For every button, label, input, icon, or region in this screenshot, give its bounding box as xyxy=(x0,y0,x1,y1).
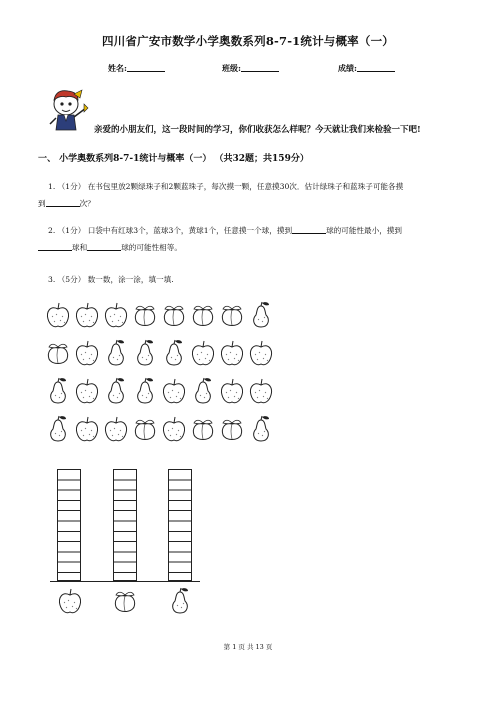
name-blank[interactable] xyxy=(127,63,165,72)
apple-icon xyxy=(73,338,103,368)
page-title: 四川省广安市数学小学奥数系列8-7-1统计与概率（一） xyxy=(102,34,394,48)
apple-icon xyxy=(73,414,103,444)
chart-icon-row xyxy=(56,586,216,616)
pear-icon xyxy=(102,338,132,368)
pear-icon xyxy=(166,586,196,616)
pear-icon xyxy=(247,300,277,330)
pear-icon xyxy=(44,414,74,444)
question-text: 口袋中有红球3个，蓝球3个，黄球1个，任意摸一个球，摸到 xyxy=(87,226,293,235)
question-points: （5分） xyxy=(57,275,86,284)
question-text: 球和 xyxy=(72,243,88,252)
tally-column-pear[interactable] xyxy=(168,469,192,581)
question-2 xyxy=(38,222,470,256)
score-blank[interactable] xyxy=(357,63,395,72)
question-text: 在书包里放2颗绿珠子和2颗蓝珠子，每次摸一颗，任意摸30次．估计绿珠子和蓝珠子可能各摸 xyxy=(87,182,404,191)
question-text: 次？ xyxy=(79,199,95,208)
answer-blank[interactable] xyxy=(46,198,80,207)
peach-icon xyxy=(218,414,248,444)
section-heading: 一、 小学奥数系列8-7-1统计与概率（一） （共32题；共159分） xyxy=(38,154,309,164)
pear-icon xyxy=(160,338,190,368)
score-label: 成绩: xyxy=(338,63,357,73)
peach-icon xyxy=(218,300,248,330)
pear-icon xyxy=(189,376,219,406)
welcome-text: 亲爱的小朋友们，这一段时间的学习，你们收获怎么样呢？今天就让我们来检验一下吧! xyxy=(94,125,421,135)
apple-icon xyxy=(218,376,248,406)
peach-icon xyxy=(44,338,74,368)
name-label: 姓名: xyxy=(108,63,127,73)
apple-icon xyxy=(218,338,248,368)
apple-icon xyxy=(73,300,103,330)
apple-icon xyxy=(102,414,132,444)
apple-icon xyxy=(247,338,277,368)
question-points: （1分） xyxy=(57,226,86,235)
question-text: 球的可能性相等。 xyxy=(121,243,182,252)
tally-column-apple[interactable] xyxy=(57,469,81,581)
score-field xyxy=(338,63,395,74)
question-text: 数一数，涂一涂，填一填. xyxy=(87,275,174,284)
pear-icon xyxy=(102,376,132,406)
peach-icon xyxy=(189,300,219,330)
mascot-icon xyxy=(44,86,94,134)
apple-icon xyxy=(73,376,103,406)
answer-blank[interactable] xyxy=(87,242,121,251)
apple-icon xyxy=(160,414,190,444)
question-number: 1. xyxy=(48,182,56,191)
class-field xyxy=(222,63,279,74)
peach-icon xyxy=(111,586,141,616)
peach-icon xyxy=(131,414,161,444)
tally-column-peach[interactable] xyxy=(113,469,137,581)
page-footer: 第 1 页 共 13 页 xyxy=(223,643,273,651)
apple-icon xyxy=(189,338,219,368)
class-blank[interactable] xyxy=(241,63,279,72)
class-label: 班级: xyxy=(222,63,241,73)
question-points: （1分） xyxy=(57,182,86,191)
apple-icon xyxy=(56,586,86,616)
question-1 xyxy=(38,178,470,212)
pear-icon xyxy=(247,414,277,444)
apple-icon xyxy=(102,300,132,330)
pear-icon xyxy=(131,376,161,406)
chart-baseline xyxy=(50,581,200,582)
name-field xyxy=(108,63,165,74)
answer-blank[interactable] xyxy=(292,225,326,234)
peach-icon xyxy=(160,300,190,330)
peach-icon xyxy=(131,300,161,330)
answer-blank[interactable] xyxy=(38,242,72,251)
pear-icon xyxy=(131,338,161,368)
apple-icon xyxy=(160,376,190,406)
question-number: 2. xyxy=(48,226,56,235)
apple-icon xyxy=(247,376,277,406)
pear-icon xyxy=(44,376,74,406)
peach-icon xyxy=(189,414,219,444)
question-number: 3. xyxy=(48,275,56,284)
question-text: 到 xyxy=(38,199,46,208)
question-text: 球的可能性最小，摸到 xyxy=(326,226,402,235)
apple-icon xyxy=(44,300,74,330)
question-3 xyxy=(38,271,470,288)
fruit-grid xyxy=(44,300,274,450)
